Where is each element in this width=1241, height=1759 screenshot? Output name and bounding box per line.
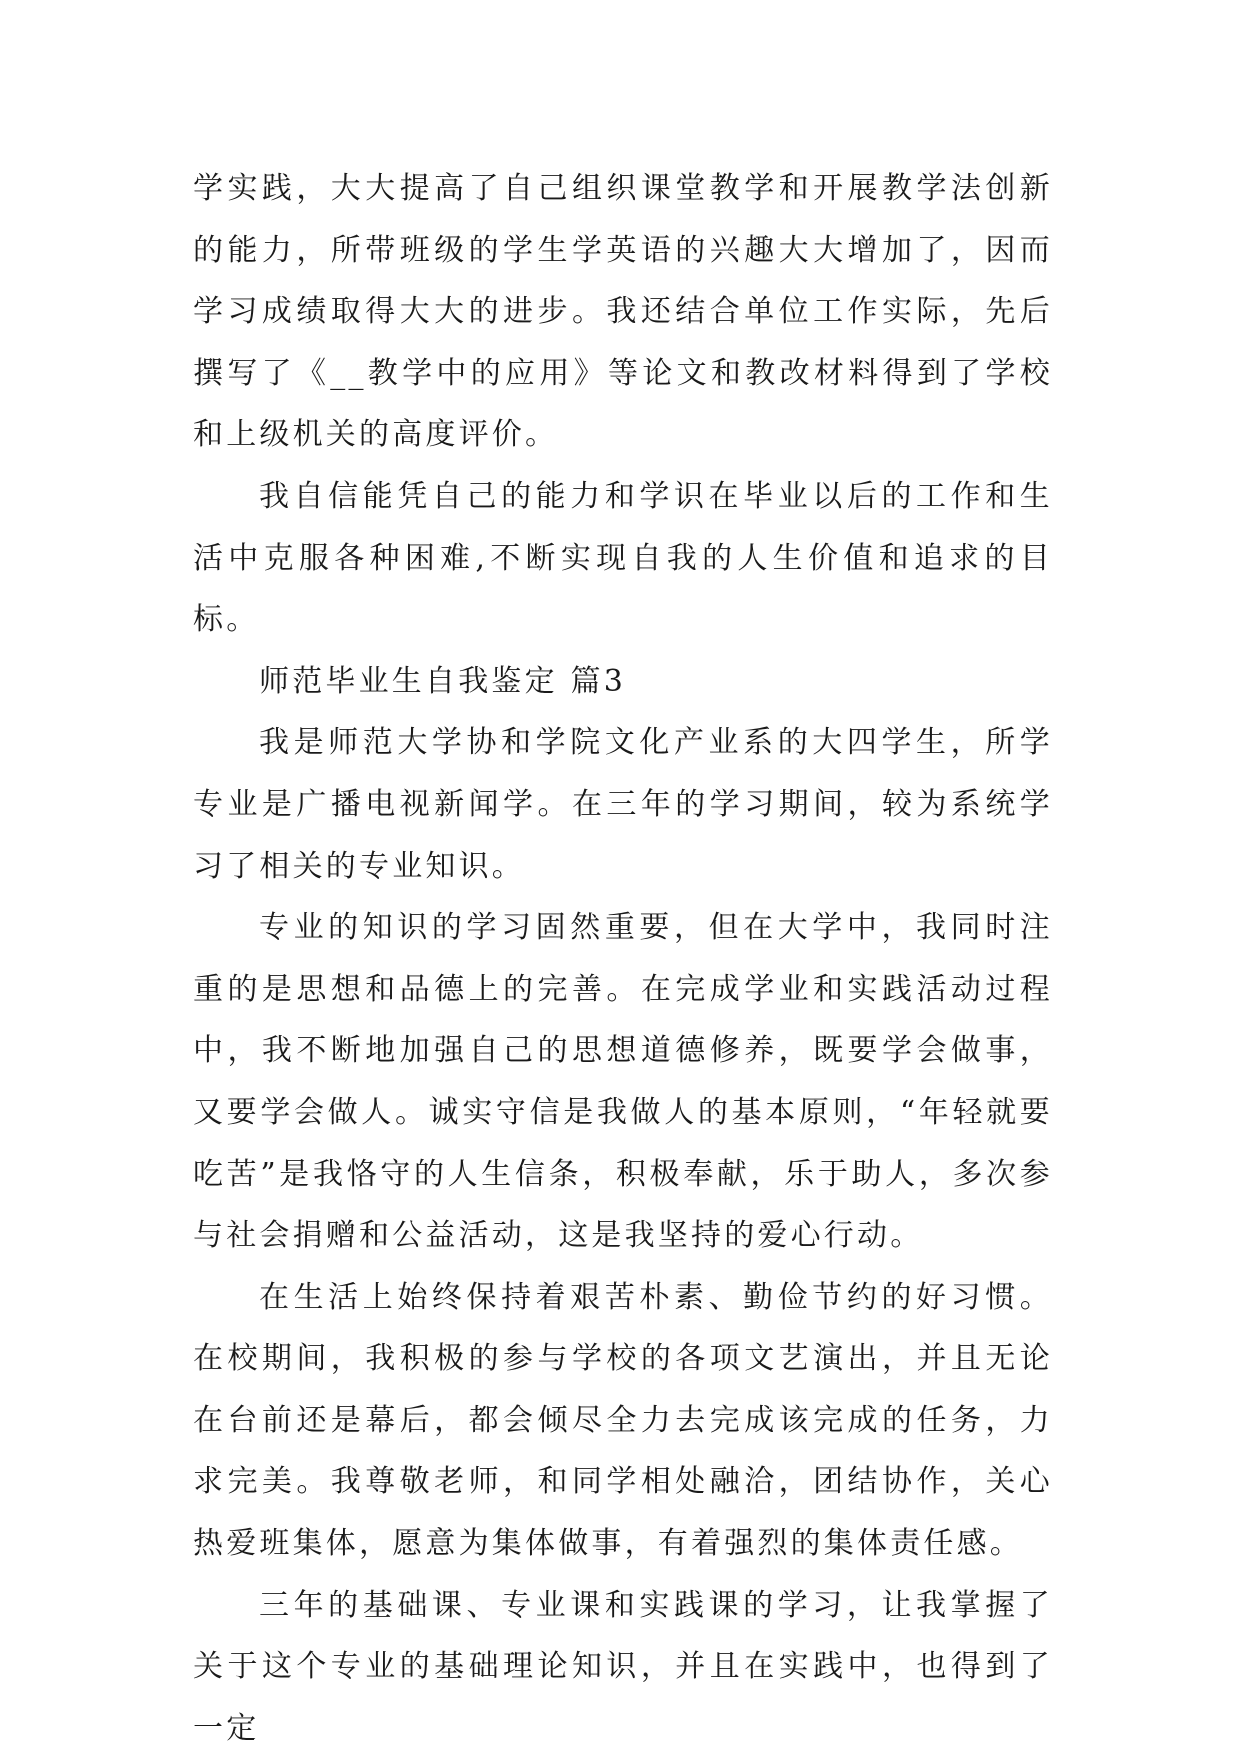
paragraph-continued: 学实践，大大提高了自己组织课堂教学和开展教学法创新的能力，所带班级的学生学英语的兴趣大大增加了，因而学习成绩取得大大的进步。我还结合单位工作实际，先后撰写了《__教学中的应用》等论文和教改材料得到了学校和上级机关的高度评价。 — [193, 171, 1053, 453]
paragraph-confidence: 我自信能凭自己的能力和学识在毕业以后的工作和生活中克服各种困难,不断实现自我的人生价值和追求的目标。 — [193, 478, 1053, 638]
paragraph-morality: 专业的知识的学习固然重要，但在大学中，我同时注重的是思想和品德上的完善。在完成学业和实践活动过程中，我不断地加强自己的思想道德修养，既要学会做事，又要学会做人。诚实守信是我做人的基本原则，“年轻就要吃苦”是我恪守的人生信条，积极奉献，乐于助人，多次参与社会捐赠和公益活动，这是我坚持的爱心行动。 — [193, 910, 1053, 1254]
paragraph-study: 三年的基础课、专业课和实践课的学习，让我掌握了关于这个专业的基础理论知识，并且在实践中，也得到了一定 — [193, 1587, 1053, 1746]
paragraph-life: 在生活上始终保持着艰苦朴素、勤俭节约的好习惯。在校期间，我积极的参与学校的各项文艺演出，并且无论在台前还是幕后，都会倾尽全力去完成该完成的任务，力求完美。我尊敬老师，和同学相处融洽，团结协作，关心热爱班集体，愿意为集体做事，有着强烈的集体责任感。 — [193, 1279, 1053, 1562]
section-heading: 师范毕业生自我鉴定 篇3 — [259, 663, 627, 699]
document-body — [193, 158, 1053, 1759]
paragraph-introduction: 我是师范大学协和学院文化产业系的大四学生，所学专业是广播电视新闻学。在三年的学习期间，较为系统学习了相关的专业知识。 — [193, 725, 1053, 884]
